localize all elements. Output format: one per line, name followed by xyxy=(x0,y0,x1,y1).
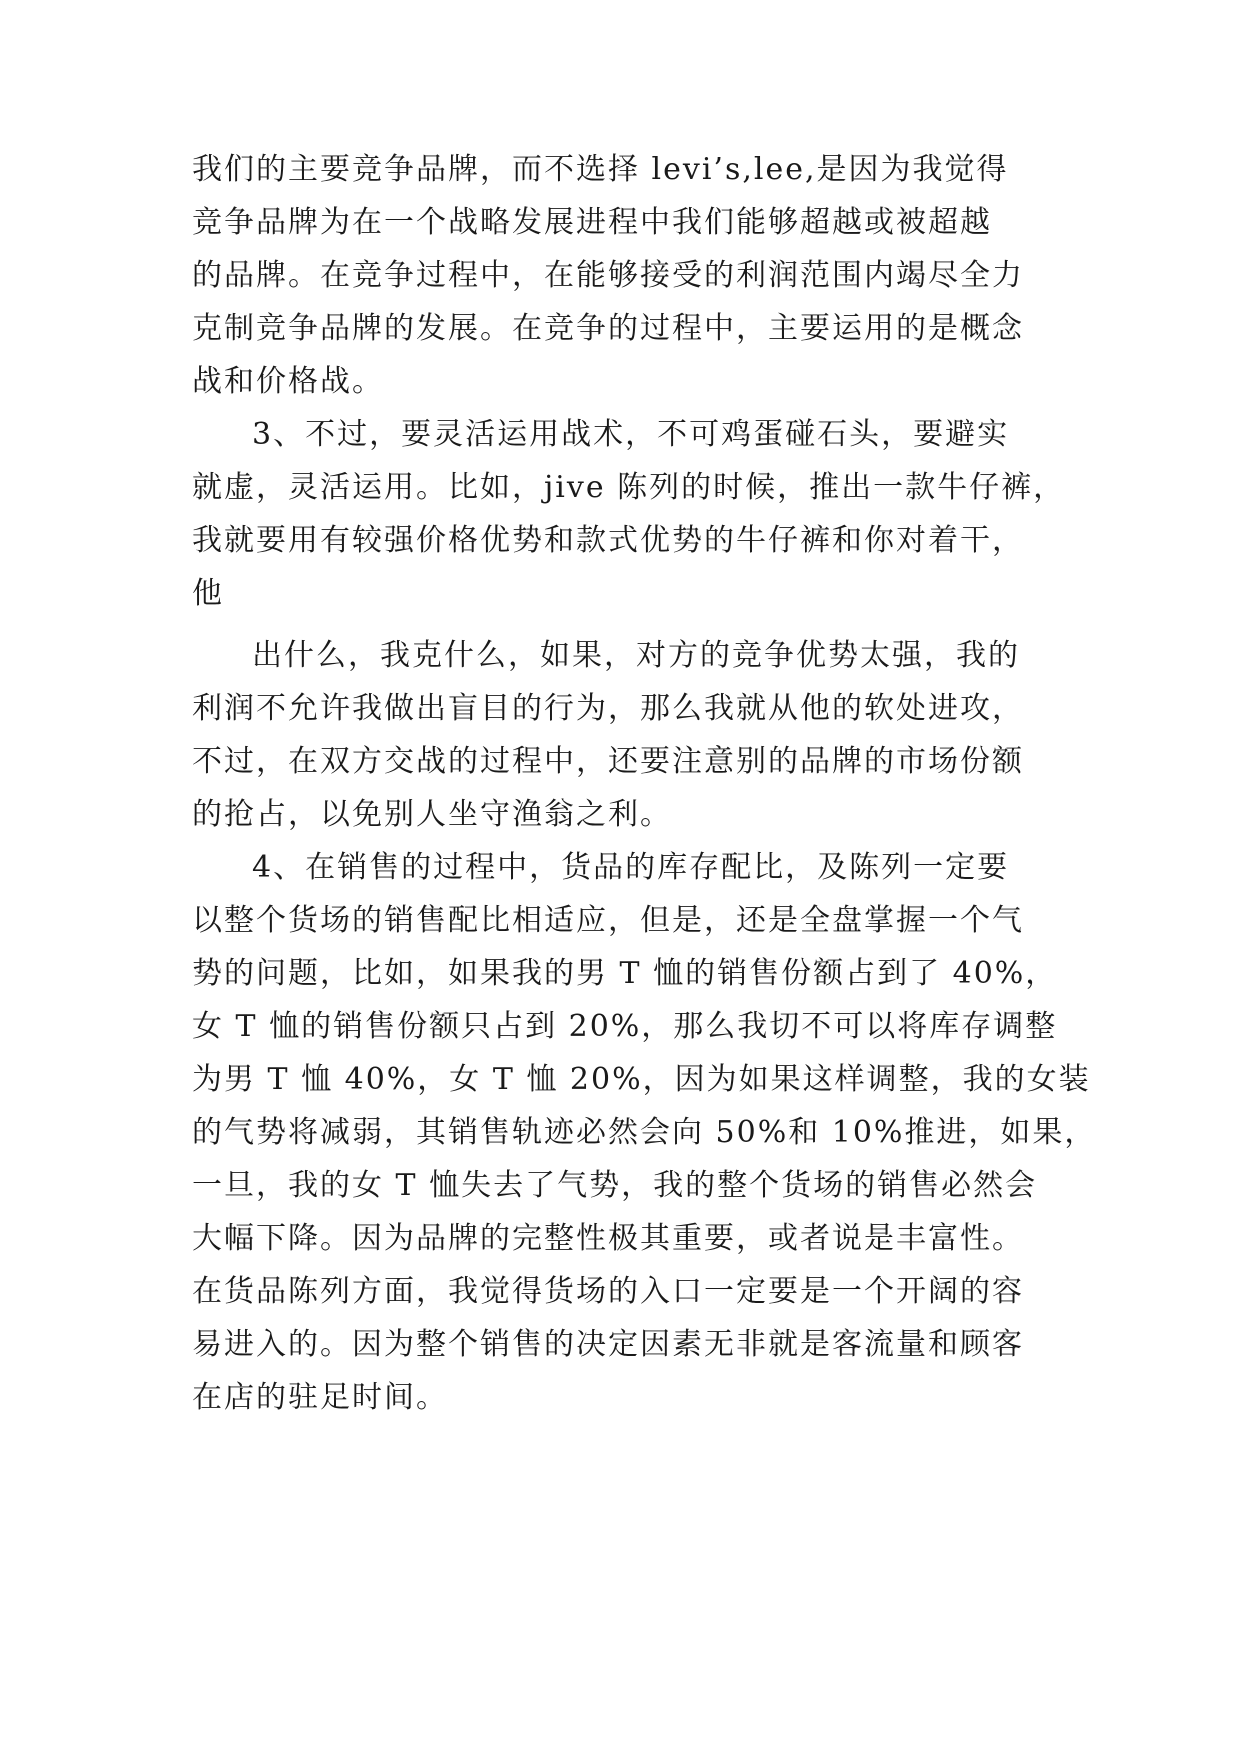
text-line: 我就要用有较强价格优势和款式优势的牛仔裤和你对着干， xyxy=(192,523,1024,558)
text-line: 易进入的。因为整个销售的决定因素无非就是客流量和顾客 xyxy=(192,1327,1024,1362)
text-line: 在店的驻足时间。 xyxy=(192,1380,448,1415)
paragraph-start-line: 4、在销售的过程中，货品的库存配比，及陈列一定要 xyxy=(252,850,1010,885)
text-line: 不过，在双方交战的过程中，还要注意别的品牌的市场份额 xyxy=(192,744,1024,779)
text-line: 克制竞争品牌的发展。在竞争的过程中，主要运用的是概念 xyxy=(192,311,1024,346)
text-line: 我们的主要竞争品牌，而不选择 levi’s,lee,是因为我觉得 xyxy=(192,152,1009,187)
text-line: 他 xyxy=(192,576,224,611)
text-line: 大幅下降。因为品牌的完整性极其重要，或者说是丰富性。 xyxy=(192,1221,1024,1256)
text-line: 就虚，灵活运用。比如，jive 陈列的时候，推出一款牛仔裤， xyxy=(192,470,1066,505)
text-line: 势的问题，比如，如果我的男 T 恤的销售份额占到了 40%， xyxy=(192,956,1058,991)
text-line: 以整个货场的销售配比相适应，但是，还是全盘掌握一个气 xyxy=(192,903,1024,938)
text-line: 的品牌。在竞争过程中，在能够接受的利润范围内竭尽全力 xyxy=(192,258,1024,293)
paragraph-start-line: 出什么，我克什么，如果，对方的竞争优势太强，我的 xyxy=(252,638,1020,673)
text-line: 女 T 恤的销售份额只占到 20%，那么我切不可以将库存调整 xyxy=(192,1009,1058,1044)
text-line: 一旦，我的女 T 恤失去了气势，我的整个货场的销售必然会 xyxy=(192,1168,1038,1203)
text-line: 在货品陈列方面，我觉得货场的入口一定要是一个开阔的容 xyxy=(192,1274,1024,1309)
paragraph-start-line: 3、不过，要灵活运用战术，不可鸡蛋碰石头，要避实 xyxy=(252,417,1010,452)
text-line: 竞争品牌为在一个战略发展进程中我们能够超越或被超越 xyxy=(192,205,992,240)
text-line: 的气势将减弱，其销售轨迹必然会向 50%和 10%推进，如果， xyxy=(192,1115,1097,1150)
text-line: 战和价格战。 xyxy=(192,364,384,399)
text-line: 的抢占，以免别人坐守渔翁之利。 xyxy=(192,797,672,832)
text-line: 为男 T 恤 40%，女 T 恤 20%，因为如果这样调整，我的女装 xyxy=(192,1062,1091,1097)
text-line: 利润不允许我做出盲目的行为，那么我就从他的软处进攻， xyxy=(192,691,1024,726)
